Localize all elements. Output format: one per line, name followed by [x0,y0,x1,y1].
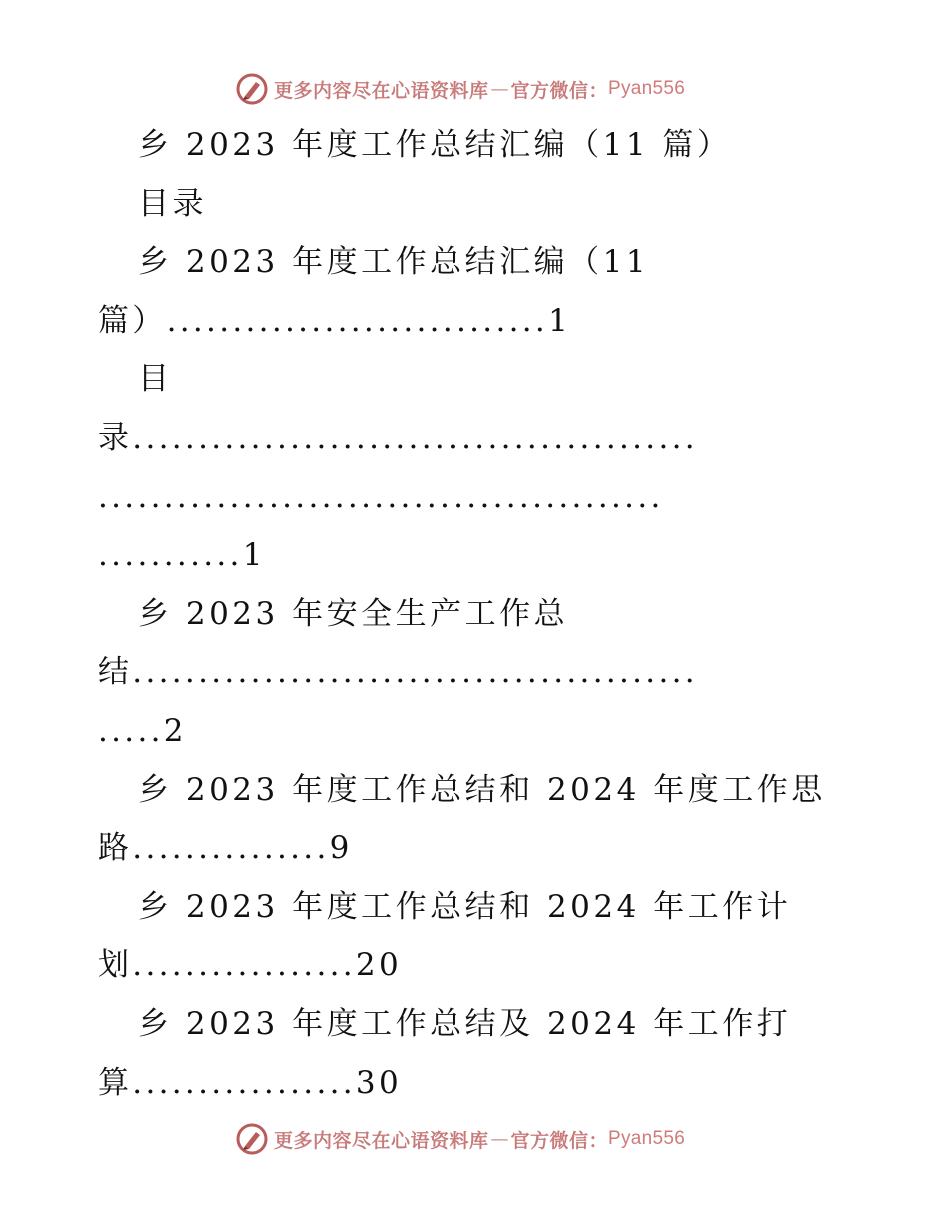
toc-entry-line: ........................................... [98,478,664,515]
toc-entry-line: 结........................................... [98,654,698,691]
watermark-contact: 官方微信： [510,79,609,102]
watermark-id: Pyan556 [608,1128,686,1149]
pen-logo-icon [236,73,268,105]
toc-entry-line: 篇）.............................1 [98,302,572,339]
toc-entry-line: 乡 2023 年度工作总结及 2024 年工作打 [138,1005,792,1042]
doc-title: 乡 2023 年度工作总结汇编（11 篇） [138,127,732,163]
toc-entry-line: 路...............9 [98,830,353,867]
watermark-contact: 官方微信： [510,1129,609,1152]
toc-entry-line: 乡 2023 年度工作总结和 2024 年工作计 [138,888,792,925]
toc-entry-line: 乡 2023 年度工作总结汇编（11 [138,244,650,281]
pen-logo-icon [236,1123,268,1155]
toc-entry-line: ...........1 [98,537,266,574]
watermark-text: 更多内容尽在心语资料库 [274,1129,489,1152]
toc-entry-line: 算.................30 [98,1064,402,1101]
watermark-text: 更多内容尽在心语资料库 [274,79,489,102]
footer-watermark [236,1122,756,1156]
toc-entry-line: 乡 2023 年安全生产工作总 [138,595,569,632]
toc-entry-line: 录........................................... [98,419,698,456]
toc-heading: 目录 [138,185,207,222]
toc-entry-line: .....2 [98,712,187,749]
watermark-separator: — [490,78,509,100]
toc-entry-line: 目 [138,361,173,398]
watermark-id: Pyan556 [608,78,686,99]
toc-entry-line: 划.................20 [98,947,402,984]
toc-entry-line: 乡 2023 年度工作总结和 2024 年度工作思 [138,771,826,808]
header-watermark [236,72,756,106]
document-body [98,116,843,1112]
watermark-separator: — [490,1128,509,1150]
